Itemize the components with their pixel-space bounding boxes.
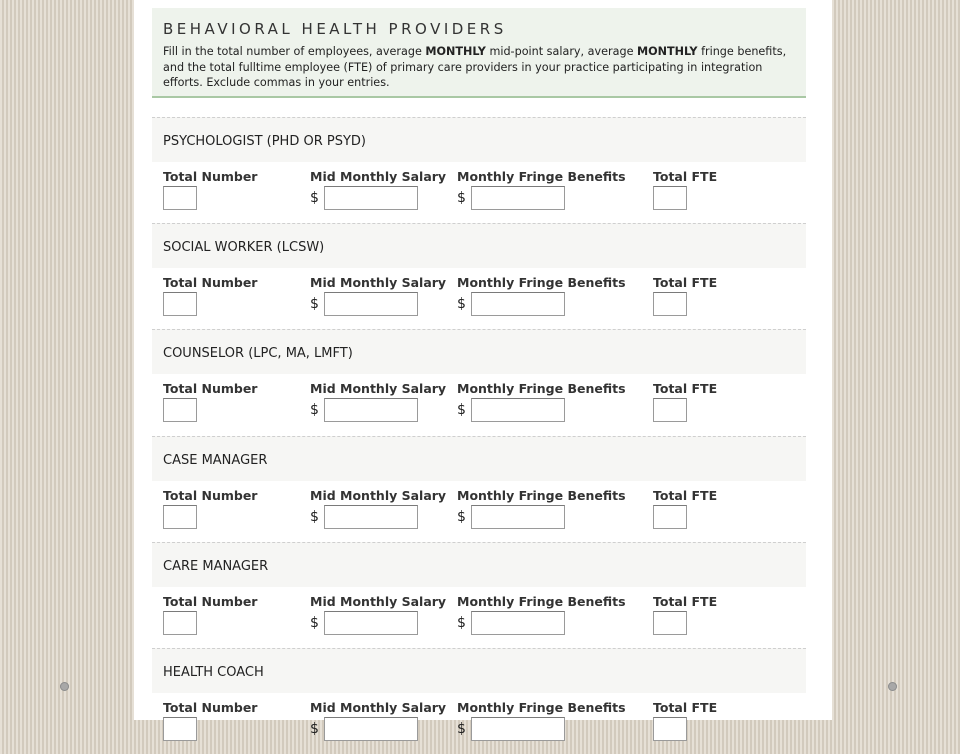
monthly-fringe-benefits-input[interactable] (471, 717, 565, 741)
monthly-fringe-benefits-label: Monthly Fringe Benefits (457, 275, 626, 290)
mid-monthly-salary-input[interactable] (324, 398, 418, 422)
monthly-fringe-benefits-label: Monthly Fringe Benefits (457, 488, 626, 503)
provider-section-counselor (152, 329, 806, 435)
mid-monthly-salary-label: Mid Monthly Salary (310, 381, 447, 396)
section-title: CASE MANAGER (163, 453, 268, 468)
monthly-fringe-benefits-input[interactable] (471, 611, 565, 635)
monthly-fringe-benefits-label: Monthly Fringe Benefits (457, 169, 626, 184)
instructions-text: fringe benefits, and the total fulltime employee (FTE) of primary care providers in your practice participating in integration efforts. Exclude commas in your entries. (163, 45, 787, 89)
total-number-label: Total Number (163, 275, 258, 290)
mid-monthly-salary-label: Mid Monthly Salary (310, 700, 447, 715)
total-fte-input[interactable] (653, 186, 687, 210)
monthly-fringe-benefits-input[interactable] (471, 292, 565, 316)
total-fte-label: Total FTE (653, 169, 718, 184)
currency-symbol: $ (457, 721, 466, 737)
mid-monthly-salary-label: Mid Monthly Salary (310, 488, 447, 503)
total-fte-label: Total FTE (653, 381, 718, 396)
total-fte-input[interactable] (653, 717, 687, 741)
form-header (152, 8, 806, 98)
monthly-fringe-benefits-label: Monthly Fringe Benefits (457, 381, 626, 396)
instructions-emphasis: MONTHLY (637, 45, 698, 58)
instructions-emphasis: MONTHLY (425, 45, 486, 58)
currency-symbol: $ (310, 402, 319, 418)
currency-symbol: $ (310, 509, 319, 525)
total-fte-label: Total FTE (653, 594, 718, 609)
form-instructions (163, 44, 796, 91)
monthly-fringe-benefits-input[interactable] (471, 398, 565, 422)
currency-symbol: $ (310, 615, 319, 631)
currency-symbol: $ (310, 190, 319, 206)
mid-monthly-salary-input[interactable] (324, 292, 418, 316)
section-title: PSYCHOLOGIST (PHD OR PSYD) (163, 134, 366, 149)
provider-section-care-manager (152, 542, 806, 648)
provider-section-health-coach (152, 648, 806, 754)
instructions-text: Fill in the total number of employees, average (163, 45, 426, 58)
total-number-input[interactable] (163, 186, 197, 210)
mid-monthly-salary-input[interactable] (324, 717, 418, 741)
form-title: BEHAVIORAL HEALTH PROVIDERS (163, 20, 507, 38)
provider-section-social-worker (152, 223, 806, 329)
section-title: COUNSELOR (LPC, MA, LMFT) (163, 346, 353, 361)
provider-section-case-manager (152, 436, 806, 542)
total-number-input[interactable] (163, 398, 197, 422)
mid-monthly-salary-input[interactable] (324, 186, 418, 210)
section-title: CARE MANAGER (163, 559, 269, 574)
total-number-label: Total Number (163, 700, 258, 715)
monthly-fringe-benefits-label: Monthly Fringe Benefits (457, 594, 626, 609)
total-fte-input[interactable] (653, 505, 687, 529)
monthly-fringe-benefits-input[interactable] (471, 186, 565, 210)
currency-symbol: $ (310, 296, 319, 312)
currency-symbol: $ (457, 190, 466, 206)
section-title: HEALTH COACH (163, 665, 264, 680)
slide-bullet-right (888, 682, 897, 691)
instructions-text: mid-point salary, average (485, 45, 638, 58)
total-fte-label: Total FTE (653, 700, 718, 715)
currency-symbol: $ (457, 296, 466, 312)
mid-monthly-salary-label: Mid Monthly Salary (310, 275, 447, 290)
total-number-input[interactable] (163, 292, 197, 316)
monthly-fringe-benefits-input[interactable] (471, 505, 565, 529)
total-number-label: Total Number (163, 381, 258, 396)
total-fte-input[interactable] (653, 611, 687, 635)
total-fte-input[interactable] (653, 398, 687, 422)
mid-monthly-salary-input[interactable] (324, 611, 418, 635)
total-number-label: Total Number (163, 594, 258, 609)
total-fte-input[interactable] (653, 292, 687, 316)
total-number-input[interactable] (163, 611, 197, 635)
total-number-input[interactable] (163, 505, 197, 529)
slide-bullet-left (60, 682, 69, 691)
total-fte-label: Total FTE (653, 275, 718, 290)
currency-symbol: $ (457, 509, 466, 525)
section-title: SOCIAL WORKER (LCSW) (163, 240, 325, 255)
currency-symbol: $ (457, 615, 466, 631)
monthly-fringe-benefits-label: Monthly Fringe Benefits (457, 700, 626, 715)
mid-monthly-salary-input[interactable] (324, 505, 418, 529)
provider-section-psychologist (152, 117, 806, 223)
total-number-label: Total Number (163, 169, 258, 184)
total-number-label: Total Number (163, 488, 258, 503)
form-page (134, 0, 832, 737)
total-number-input[interactable] (163, 717, 197, 741)
mid-monthly-salary-label: Mid Monthly Salary (310, 594, 447, 609)
currency-symbol: $ (310, 721, 319, 737)
total-fte-label: Total FTE (653, 488, 718, 503)
mid-monthly-salary-label: Mid Monthly Salary (310, 169, 447, 184)
currency-symbol: $ (457, 402, 466, 418)
